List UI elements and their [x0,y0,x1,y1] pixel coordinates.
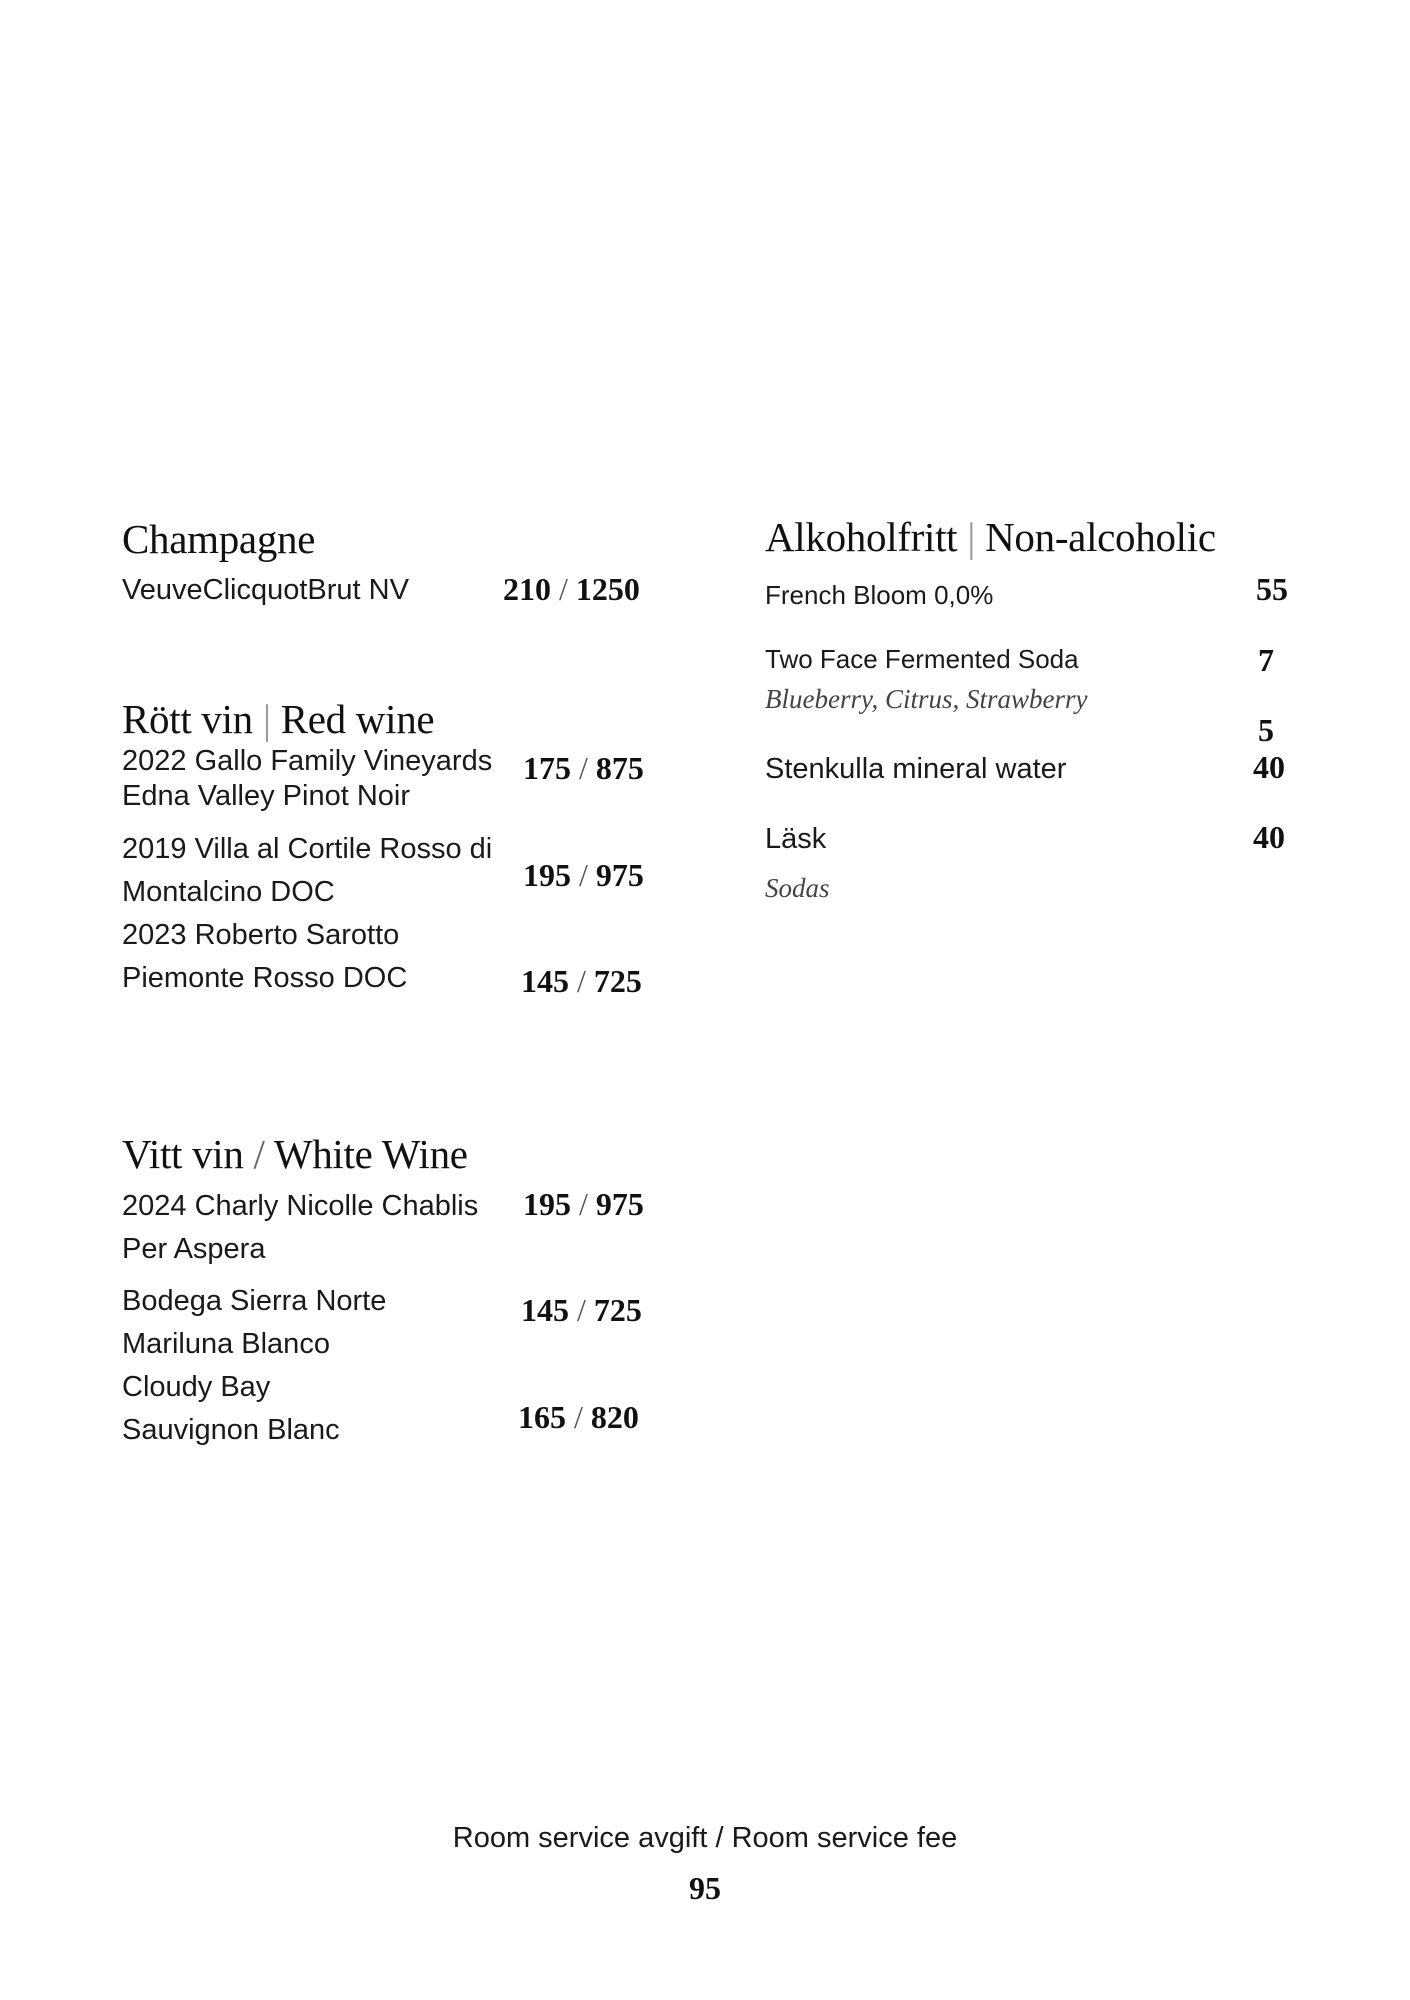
price-separator: / [577,963,586,999]
price-glass: 145 [521,1292,569,1328]
price-glass: 210 [503,571,551,607]
champagne-item-name: VeuveClicquotBrut NV [122,574,409,606]
champagne-item-price [503,571,640,608]
heading-separator: | [967,514,976,560]
price-bottle: 875 [595,750,644,786]
heading-separator: | [262,696,271,742]
nonalc-item-2-price-a: 7 [1258,642,1274,678]
nonalc-item-4-name: Läsk [765,823,827,855]
red-item-2-line2: Montalcino DOC [122,876,335,908]
white-wine-title-sv: Vitt vin [122,1131,244,1177]
nonalc-item-4-sub: Sodas [765,873,830,903]
price-bottle: 975 [595,1186,644,1222]
price-separator: / [577,1292,586,1328]
champagne-heading [122,515,315,563]
white-item-2-price [521,1292,642,1329]
red-wine-title-en: Red wine [280,696,435,742]
nonalc-title-en: Non-alcoholic [985,514,1216,560]
room-service-fee-label: Room service avgift / Room service fee [452,1822,958,1854]
nonalc-item-1-name: French Bloom 0,0% [765,580,994,610]
price-bottle: 820 [590,1399,639,1435]
champagne-title: Champagne [122,516,316,562]
nonalc-title-sv: Alkoholfritt [765,514,958,560]
nonalc-item-2-price-b: 5 [1258,712,1274,748]
white-item-1-line2: Per Aspera [122,1233,266,1265]
white-item-2-line2: Mariluna Blanco [122,1328,330,1360]
price-glass: 195 [523,857,571,893]
red-item-1-price [523,750,644,787]
room-service-fee-amount: 95 [689,1870,721,1906]
price-bottle: 725 [593,1292,642,1328]
red-item-3-line1: 2023 Roberto Sarotto [122,919,400,951]
price-bottle: 725 [593,963,642,999]
nonalc-item-3-price: 40 [1253,749,1285,785]
price-glass: 145 [521,963,569,999]
nonalc-heading [765,513,1216,561]
red-item-3-line2: Piemonte Rosso DOC [122,962,408,994]
red-wine-title-sv: Rött vin [122,696,253,742]
price-glass: 195 [523,1186,571,1222]
nonalc-item-2-name: Two Face Fermented Soda [765,644,1079,674]
white-item-2-line1: Bodega Sierra Norte [122,1285,387,1317]
price-separator: / [579,750,588,786]
price-separator: / [579,857,588,893]
white-item-3-line1: Cloudy Bay [122,1371,271,1403]
white-item-3-price [518,1399,639,1436]
nonalc-item-3-name: Stenkulla mineral water [765,753,1067,785]
nonalc-item-1-price: 55 [1256,571,1288,607]
white-item-1-line1: 2024 Charly Nicolle Chablis [122,1190,479,1222]
nonalc-item-4-price: 40 [1253,819,1285,855]
white-wine-heading [122,1130,468,1178]
price-separator: / [559,571,568,607]
white-item-3-line2: Sauvignon Blanc [122,1414,340,1446]
red-item-2-price [523,857,644,894]
price-glass: 165 [518,1399,566,1435]
white-item-1-price [523,1186,644,1223]
red-wine-heading [122,695,434,743]
price-bottle: 1250 [575,571,640,607]
nonalc-item-2-sub: Blueberry, Citrus, Strawberry [765,684,1088,714]
price-bottle: 975 [595,857,644,893]
red-item-3-price [521,963,642,1000]
price-separator: / [579,1186,588,1222]
price-glass: 175 [523,750,571,786]
red-item-1-line2: Edna Valley Pinot Noir [122,780,411,812]
white-wine-title-en: White Wine [273,1131,468,1177]
price-separator: / [574,1399,583,1435]
red-item-1-line1: 2022 Gallo Family Vineyards [122,745,493,777]
heading-separator: / [253,1131,265,1177]
red-item-2-line1: 2019 Villa al Cortile Rosso di [122,833,493,865]
